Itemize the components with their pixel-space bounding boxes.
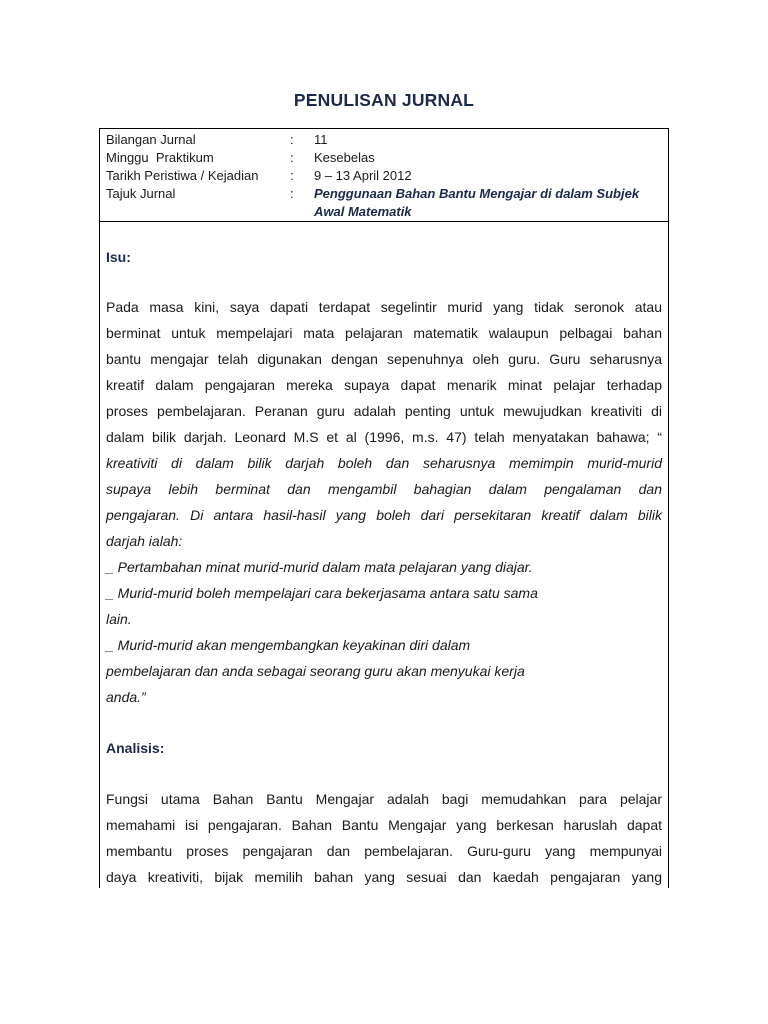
section-heading-isu: Isu: [106,249,131,265]
quote-line: pembelajaran dan anda sebagai seorang guru akan menyukai kerja [106,663,525,679]
text-line: kreatif dalam pengajaran mereka supaya dapat menarik minat pelajar terhadap [106,377,662,393]
quote-line: pengajaran. Di antara hasil-hasil yang boleh dari persekitaran kreatif dalam bilik [106,507,662,523]
analisis-paragraph [106,786,662,888]
meta-label: Minggu Praktikum [106,150,214,165]
section-heading-analisis: Analisis: [106,740,165,756]
quote-line: supaya lebih berminat dan mengambil bahagian dalam pengalaman dan [106,481,662,497]
quote-line: darjah ialah: [106,533,183,549]
text-line: Fungsi utama Bahan Bantu Mengajar adalah bagi memudahkan para pelajar [106,791,662,807]
meta-value: Kesebelas [314,150,375,165]
meta-row-tarikh [100,167,668,185]
meta-colon: : [290,150,294,165]
isu-paragraph [106,294,662,710]
meta-colon: : [290,132,294,147]
meta-label: Bilangan Jurnal [106,132,196,147]
meta-value: 9 – 13 April 2012 [314,168,412,183]
quote-line: _ Murid-murid akan mengembangkan keyakinan diri dalam [106,637,471,653]
text-line: dalam bilik darjah. Leonard M.S et al (1996, m.s. 47) telah menyatakan bahawa; “ [106,429,662,445]
text-line: memahami isi pengajaran. Bahan Bantu Mengajar yang berkesan haruslah dapat [106,817,662,833]
text-line: Pada masa kini, saya dapati terdapat segelintir murid yang tidak seronok atau [106,299,662,315]
meta-row-minggu [100,149,668,167]
text-line: proses pembelajaran. Peranan guru adalah penting untuk mewujudkan kreativiti di [106,403,662,419]
text-line: berminat untuk mempelajari mata pelajaran matematik walaupun pelbagai bahan [106,325,662,341]
quote-line: kreativiti di dalam bilik darjah boleh dan seharusnya memimpin murid-murid [106,455,662,471]
meta-colon: : [290,168,294,183]
text-line: bantu mengajar telah digunakan dengan sepenuhnya oleh guru. Guru seharusnya [106,351,662,367]
journal-content [100,244,668,888]
meta-value-tajuk [314,185,666,221]
quote-line: lain. [106,611,132,627]
meta-value: 11 [314,132,328,147]
tajuk-line-2: Awal Matematik [314,204,412,219]
journal-box [99,128,669,888]
quote-line: _ Murid-murid boleh mempelajari cara bekerjasama antara satu sama [106,585,538,601]
meta-label: Tarikh Peristiwa / Kejadian [106,168,259,183]
tajuk-line-1: Penggunaan Bahan Bantu Mengajar di dalam Subjek [314,186,640,201]
meta-row-bilangan [100,131,668,149]
meta-label: Tajuk Jurnal [106,186,176,201]
journal-meta-table [100,129,668,222]
text-line: daya kreativiti, bijak memilih bahan yang sesuai dan kaedah pengajaran yang [106,869,662,885]
text-line: membantu proses pengajaran dan pembelajaran. Guru-guru yang mempunyai [106,843,662,859]
meta-colon: : [290,186,294,201]
quote-line: _ Pertambahan minat murid-murid dalam mata pelajaran yang diajar. [106,559,533,575]
page-title: PENULISAN JURNAL [293,90,475,110]
quote-line: anda.” [106,689,146,705]
meta-row-tajuk [100,185,668,221]
